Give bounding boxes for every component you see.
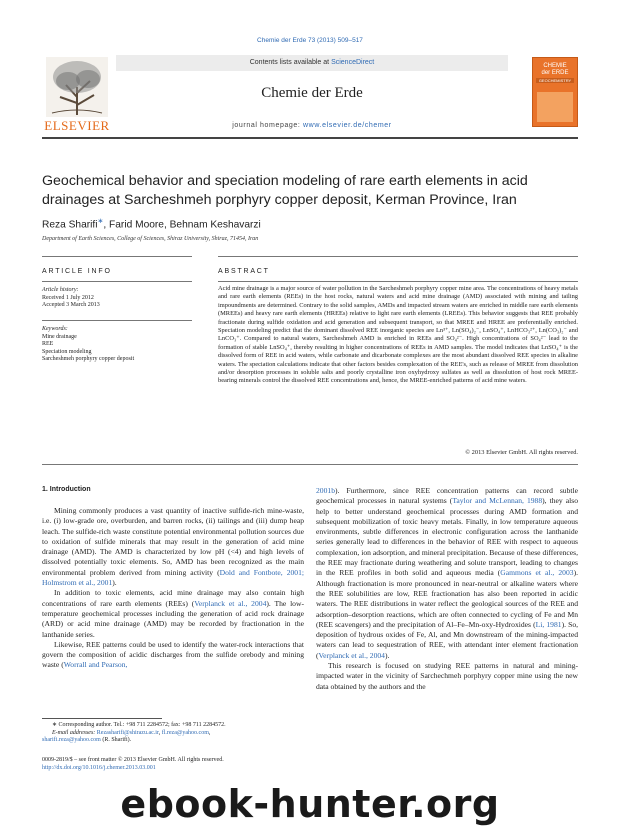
other-authors[interactable]: , Farid Moore, Behnam Keshavarzi	[103, 219, 261, 231]
footnote	[42, 722, 304, 745]
keyword-item: Mine drainage	[42, 333, 77, 340]
article-history	[42, 287, 192, 310]
paragraph-text: ), they also help to better understand geochemical processes during AMD formation and subsequent mobilization of toxic heavy metals. Finally, in low temperature aqueous environments, subtle differences in electronic configuration across the lanthanide series generally lead to differences in the behavior of REE with respect to aqueous complexation, ion adsorption, and mineral precipitation. Because of these differences, the REE may fractionate during weathering and solute transport, leading to changes in the REE profiles in both solid and aqueous media (	[316, 496, 579, 578]
paragraph-text: Likewise, REE patterns could be used to identify the water-rock interactions that govern the composition of acidic discharges from the sulfide orebody and mining waste (	[42, 639, 304, 670]
email-addresses: E-mail addresses: Rezasharifi@shirazu.ac.ir, fl.reza@yahoo.com,	[52, 729, 211, 736]
doi-link[interactable]: http://dx.doi.org/10.1016/j.chemer.2013.03.001	[42, 764, 156, 771]
author-1[interactable]: Reza Sharifi	[42, 219, 98, 231]
corresponding-author-note: ∗ Corresponding author. Tel.: +98 711 2284572; fax: +98 711 2284572.	[52, 722, 226, 728]
history-received: Received 1 July 2012	[42, 294, 94, 301]
paragraph-text: ).	[112, 578, 117, 588]
history-label: Article history:	[42, 287, 79, 293]
watermark-text: ebook-hunter.org	[120, 782, 500, 826]
sciencedirect-link[interactable]: ScienceDirect	[331, 59, 375, 66]
publisher-name: ELSEVIER	[44, 118, 110, 133]
cover-title-line-2: der ERDE	[541, 70, 569, 76]
keywords-rule	[42, 320, 192, 321]
paragraph-text: ). Furthermore, since REE concentration patterns can record subtle geochemical processes in natural systems (	[316, 486, 578, 506]
abstract-copyright: © 2013 Elsevier GmbH. All rights reserved.	[465, 449, 578, 456]
masthead-divider	[42, 137, 578, 139]
issn-line: 0009-2819/$ – see front matter © 2013 Elsevier GmbH. All rights reserved.	[42, 757, 224, 763]
article-info-top-rule	[42, 256, 192, 257]
abstract-text: Acid mine drainage is a major source of water pollution in the Sarcheshmeh porphyry copper mine area. The concentrations of heavy metals and rare earth elements (REEs) in the host rocks, natural waters and acid mine drainage (AMD) associated with mining and tailing impoundments are determined. Contrary to the solid samples, AMDs and impacted stream waters are enriched in middle rare earth elements (MREEs) and heavy rare earth elements (HREEs) relative to light rare earth elements (LREEs). This behavior suggests that REE probably fractionate during sulfide oxidation and acid generation and subsequent transport, so that MREE and HREE are preferentially enriched. Speciation modeling predict that the dominant dissolved REE inorganic species are Ln³⁺, Ln(SO₄)₂⁻, LnSO₄⁺, LnHCO₃²⁺, Ln(CO₃)₂⁻ and LnCO₃⁺. Compared to natural waters, Sarcheshmeh AMD is enriched in REEs and SO₄²⁻. High concentrations of SO₄²⁻ lead to the formation of stable LnSO₄⁺, thereby resulting in higher concentrations of REEs in AMD samples. The model indicates that LnSO₄⁺ is the dissolved form of REE in acid waters, while carbonate and dicarbonate complexes are the most abundant dissolved REE species in alkaline waters. The speciation calculations indicate that other factors besides complexation of the REE's, such as release of MREE from dissolution and/or desorption processes in soluble salts and poorly crystalline iron oxyhydroxy sulfates as well as dissolution of host rock MREE-bearing minerals control the dissolved REE concentrations and, hence, the MREE-enriched patterns of acid mine waters.	[218, 285, 578, 385]
cover-subtitle: GEOCHEMISTRY	[536, 78, 574, 83]
paragraph-text: ). The low-temperature geochemical processes including the generation of acid rock drainage (ARD) or acid mine drainage (AMD) may be recorded by fractionation in the lanthanide series.	[42, 598, 304, 639]
cover-illustration	[537, 92, 573, 122]
email-link-3[interactable]: sharifi.reza@yahoo.com	[42, 737, 101, 744]
paragraph-text: Mining commonly produces a vast quantity of inactive sulfide-rich mine-waste, i.e. (i) low-grade ore, overburden, and barren rocks, (ii) tailings and (iii) dump heap leach. The sulfide-rich waste constitute potential environmental pollution sources due to oxidation of sulfide minerals that may result in the generation of acid mine drainage (AMD). The AMD is characterized by low pH (<4) and high levels of dissolved potentially toxic elements. So, AMD has been recognized as the main environmental problem derived from mining activity (	[42, 506, 304, 577]
paragraph-text: ). So, deposition of hydrous oxides of Fe, Al, and Mn downstream of the mining-impacted waters can lead to sequestration of REE, with attendant inter element fractionation (	[316, 619, 579, 660]
contents-prefix: Contents lists available at	[249, 59, 332, 66]
corresponding-author-mark[interactable]: ∗	[97, 218, 104, 225]
intro-paragraph-2	[42, 588, 304, 639]
citation-link[interactable]: Worrall and Pearson,	[63, 660, 128, 670]
email-link-1[interactable]: Rezasharifi@shirazu.ac.ir	[96, 729, 159, 736]
intro-paragraph-4: This research is focused on studying REE patterns in natural and mining-impacted water in the vicinity of Sarchechmeh porphyry copper mine using the new data obtained by the authors and the	[316, 661, 578, 691]
history-accepted: Accepted 3 March 2013	[42, 302, 100, 309]
cover-title-line-1: CHEMIE	[543, 63, 567, 69]
cover-title	[533, 63, 577, 77]
email-suffix: (R. Sharifi).	[100, 737, 132, 744]
citation-link[interactable]: Verplanck et al., 2004	[194, 598, 267, 608]
homepage-link[interactable]: www.elsevier.de/chemer	[303, 122, 392, 129]
abstract-heading: ABSTRACT	[218, 268, 270, 275]
intro-paragraph-3	[42, 640, 304, 671]
paragraph-text: ). Although fractionation is more pronounced in near-neutral or alkaline waters where the REE solubilities are low, REE fractionation has also been reported in acidic waters. The REE distributions in water reflect the geological sources of the REE and adsorption–desorption reactions, which are often connected to cycling of Fe and Mn (REE scavengers) and the precipitation of Al–Fe–Mn-oxy-Hydroxides (	[316, 568, 578, 629]
introduction-heading: 1. Introduction	[42, 486, 91, 493]
paragraph-text: In addition to toxic elements, acid mine drainage may also contain high concentrations of rare earth elements (REEs) (	[42, 588, 304, 608]
journal-reference[interactable]: Chemie der Erde 73 (2013) 509–517	[257, 37, 363, 44]
citation-link[interactable]: Taylor and McLennan, 1988	[452, 496, 543, 506]
keyword-item: Speciation modeling	[42, 348, 92, 355]
elsevier-logo[interactable]	[42, 55, 112, 133]
footnote-rule	[42, 718, 162, 719]
journal-masthead	[42, 55, 578, 133]
keywords-label: Keywords:	[42, 326, 68, 332]
affiliation: Department of Earth Sciences, College of Sciences, Shiraz University, Shiraz, 71454, Iran	[42, 236, 259, 242]
journal-cover-thumbnail[interactable]	[532, 57, 578, 127]
paragraph-text: ).	[384, 650, 390, 660]
journal-info-box	[116, 55, 508, 133]
journal-homepage	[116, 122, 508, 129]
abstract-top-rule	[218, 256, 578, 257]
article-info-mid-rule	[42, 281, 192, 282]
email-label: E-mail addresses:	[52, 729, 97, 736]
body-column-right	[316, 486, 578, 692]
intro-paragraph-1	[42, 506, 304, 588]
keyword-item: REE	[42, 341, 54, 348]
keywords-block	[42, 326, 192, 364]
abstract-mid-rule	[218, 281, 578, 282]
body-column-left	[42, 506, 304, 671]
journal-title: Chemie der Erde	[261, 85, 363, 101]
citation-link[interactable]: Gammons et al., 2003	[500, 568, 574, 578]
elsevier-tree-icon	[46, 57, 108, 117]
citation-link[interactable]: Verplanck et al., 2004	[318, 650, 385, 660]
contents-bar	[116, 55, 508, 71]
abstract-bottom-rule	[42, 464, 578, 465]
citation-link[interactable]: 2001b	[316, 486, 335, 495]
intro-paragraph-continued	[316, 486, 578, 661]
email-link-2[interactable]: fl.reza@yahoo.com	[161, 729, 209, 736]
article-metadata	[42, 757, 304, 772]
keyword-item: Sarcheshmeh porphyry copper deposit	[42, 356, 135, 363]
article-info-heading: ARTICLE INFO	[42, 268, 112, 275]
citation-link[interactable]: Li, 1981	[535, 619, 562, 629]
article-title: Geochemical behavior and speciation modeling of rare earth elements in acid drainages at Sarcheshmeh porphyry copper deposit, Kerman Province, Iran	[42, 173, 528, 208]
citation-link[interactable]: Dold and Fontbote, 2001; Holmstrom et al., 2001	[42, 567, 304, 588]
email-addresses-continued	[42, 737, 304, 745]
homepage-prefix: journal homepage:	[232, 122, 304, 129]
author-list	[42, 217, 261, 230]
